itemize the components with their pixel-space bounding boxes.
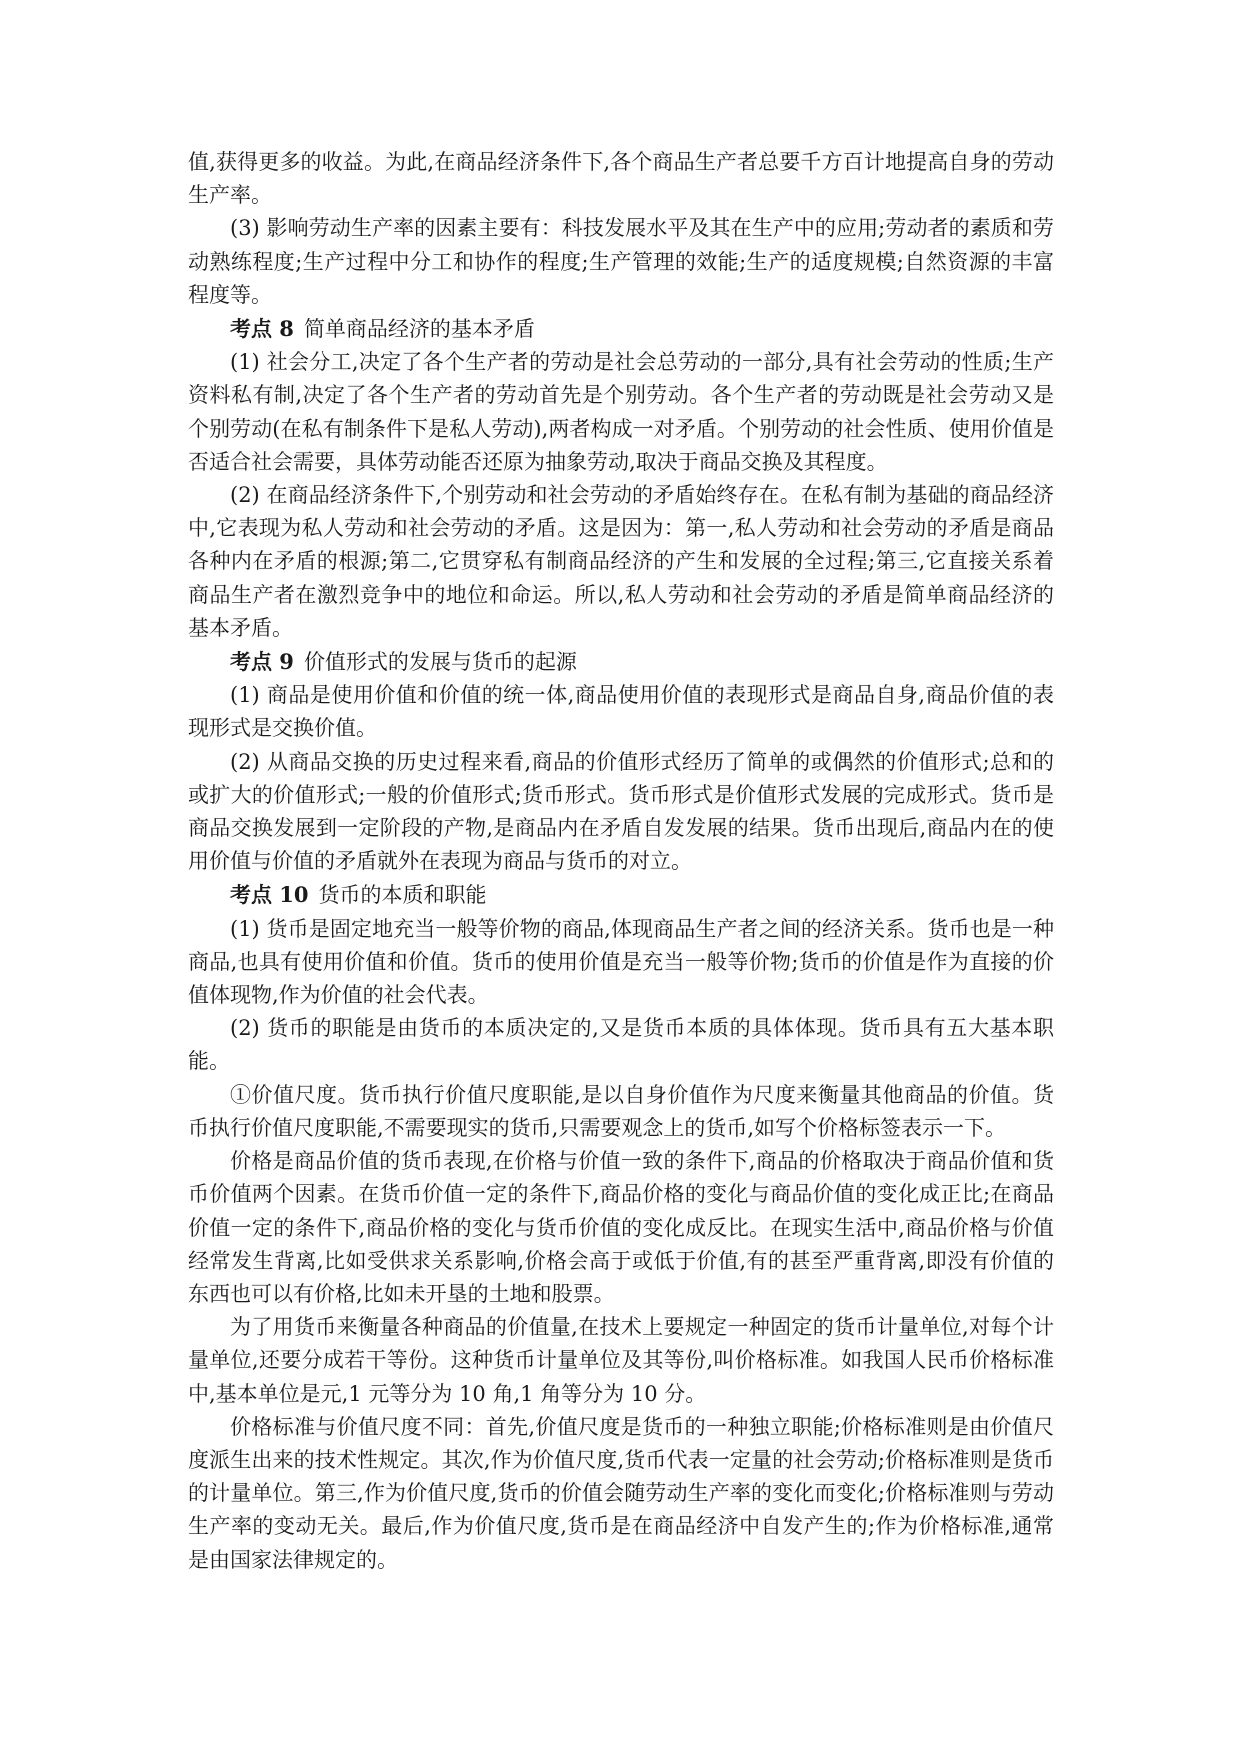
section-label: 考点 9 bbox=[230, 649, 294, 675]
paragraph-value-forms: (2) 从商品交换的历史过程来看,商品的价值形式经历了简单的或偶然的价值形式;总和的或扩大的价值形式;一般的价值形式;货币形式。货币形式是价值形式发展的完成形式。货币是商品交换发展到一定阶段的产物,是商品内在矛盾自发发展的结果。货币出现后,商品内在的使用价值与价值的矛盾就外在表现为商品与货币的对立。 bbox=[188, 749, 1054, 874]
section-title: 货币的本质和职能 bbox=[318, 883, 487, 908]
paragraph-social-division: (1) 社会分工,决定了各个生产者的劳动是社会总劳动的一部分,具有社会劳动的性质;生产资料私有制,决定了各个生产者的劳动首先是个别劳动。各个生产者的劳动既是社会劳动又是个别劳动(在私有制条件下是私人劳动),两者构成一对矛盾。个别劳动的社会性质、使用价值是否适合社会需要，具体劳动能否还原为抽象劳动,取决于商品交换及其程度。 bbox=[188, 350, 1054, 474]
paragraph-use-value: (1) 商品是使用价值和价值的统一体,商品使用价值的表现形式是商品自身,商品价值的表现形式是交换价值。 bbox=[188, 683, 1054, 741]
paragraph-standard-vs-measure: 价格标准与价值尺度不同：首先,价值尺度是货币的一种独立职能;价格标准则是由价值尺度派生出来的技术性规定。其次,作为价值尺度,货币代表一定量的社会劳动;价格标准则是货币的计量单位。第三,作为价值尺度,货币的价值会随劳动生产率的变化而变化;价格标准则与劳动生产率的变动无关。最后,作为价值尺度,货币是在商品经济中自发产生的;作为价格标准,通常是由国家法律规定的。 bbox=[188, 1414, 1054, 1572]
document-page bbox=[188, 146, 1054, 1577]
paragraph-productivity-factors: (3) 影响劳动生产率的因素主要有：科技发展水平及其在生产中的应用;劳动者的素质和劳动熟练程度;生产过程中分工和协作的程度;生产管理的效能;生产的适度规模;自然资源的丰富程度等。 bbox=[188, 216, 1054, 307]
section-label: 考点 8 bbox=[230, 316, 294, 342]
paragraph-price-standard: 为了用货币来衡量各种商品的价值量,在技术上要规定一种固定的货币计量单位,对每个计量单位,还要分成若干等份。这种货币计量单位及其等份,叫价格标准。如我国人民币价格标准中,基本单位是元,1 元等分为 10 角,1 角等分为 10 分。 bbox=[188, 1315, 1054, 1406]
section-heading-10 bbox=[188, 878, 1054, 912]
paragraph-continuation: 值,获得更多的收益。为此,在商品经济条件下,各个商品生产者总要千方百计地提高自身的劳动生产率。 bbox=[188, 150, 1054, 208]
section-title: 简单商品经济的基本矛盾 bbox=[303, 317, 535, 342]
section-heading-9 bbox=[188, 645, 1054, 679]
section-label: 考点 10 bbox=[230, 882, 309, 908]
section-title: 价值形式的发展与货币的起源 bbox=[303, 650, 577, 675]
paragraph-measure-of-value: ①价值尺度。货币执行价值尺度职能,是以自身价值作为尺度来衡量其他商品的价值。货币执行价值尺度职能,不需要现实的货币,只需要观念上的货币,如写个价格标签表示一下。 bbox=[188, 1082, 1054, 1140]
paragraph-price: 价格是商品价值的货币表现,在价格与价值一致的条件下,商品的价格取决于商品价值和货币价值两个因素。在货币价值一定的条件下,商品价格的变化与商品价值的变化成正比;在商品价值一定的条件下,商品价格的变化与货币价值的变化成反比。在现实生活中,商品价格与价值经常发生背离,比如受供求关系影响,价格会高于或低于价值,有的甚至严重背离,即没有价值的东西也可以有价格,比如未开垦的土地和股票。 bbox=[188, 1149, 1054, 1306]
section-heading-8 bbox=[188, 312, 1054, 346]
paragraph-basic-contradiction: (2) 在商品经济条件下,个别劳动和社会劳动的矛盾始终存在。在私有制为基础的商品经济中,它表现为私人劳动和社会劳动的矛盾。这是因为：第一,私人劳动和社会劳动的矛盾是商品各种内在矛盾的根源;第二,它贯穿私有制商品经济的产生和发展的全过程;第三,它直接关系着商品生产者在激烈竞争中的地位和命运。所以,私人劳动和社会劳动的矛盾是简单商品经济的基本矛盾。 bbox=[188, 483, 1054, 640]
paragraph-money-essence: (1) 货币是固定地充当一般等价物的商品,体现商品生产者之间的经济关系。货币也是一种商品,也具有使用价值和价值。货币的使用价值是充当一般等价物;货币的价值是作为直接的价值体现物,作为价值的社会代表。 bbox=[188, 916, 1054, 1008]
paragraph-money-functions: (2) 货币的职能是由货币的本质决定的,又是货币本质的具体体现。货币具有五大基本职能。 bbox=[188, 1016, 1054, 1074]
